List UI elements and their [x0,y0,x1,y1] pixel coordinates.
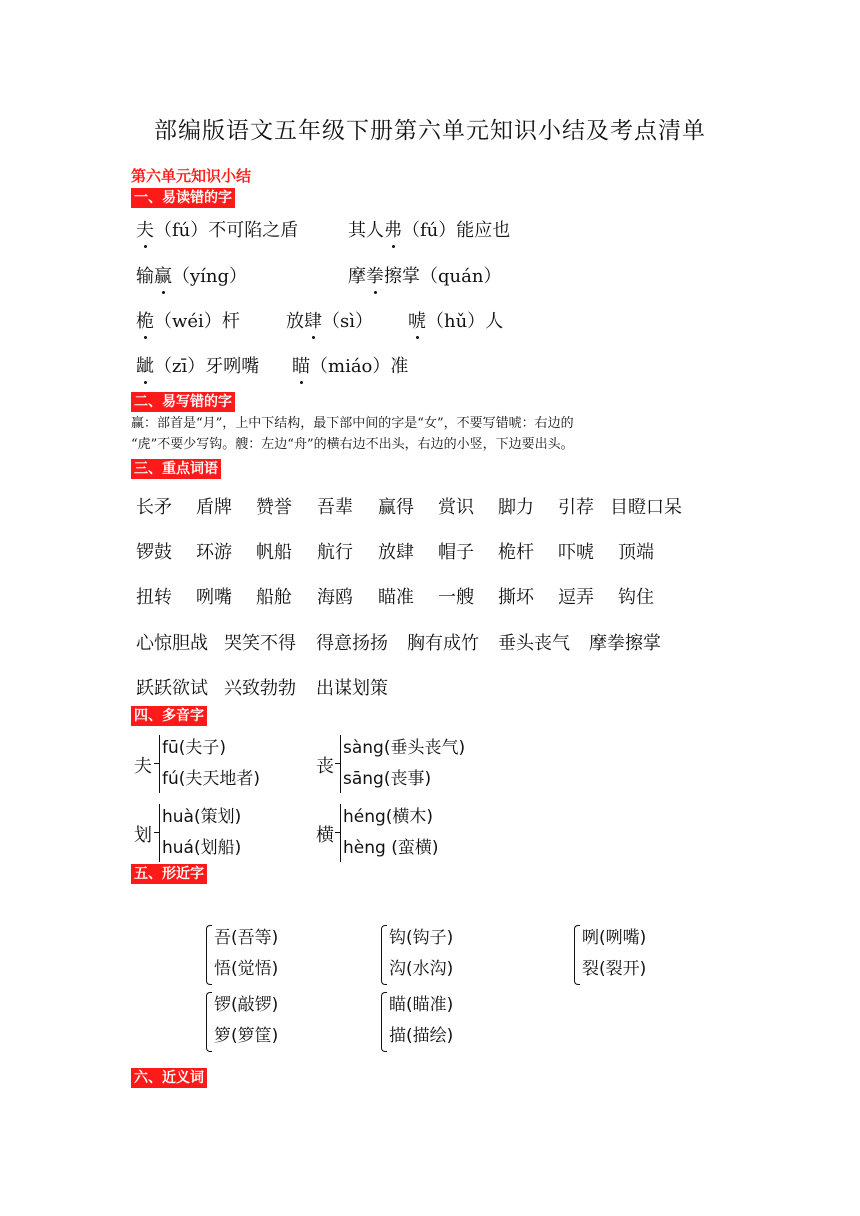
word-item: 帽子 [438,542,474,563]
pinyin: （fú） [402,220,457,241]
polyphone-reading: fú(夫天地者) [162,769,261,789]
section-heading-words: 三、重点词语 [131,459,221,479]
similar-char: 沟(水沟) [389,959,454,979]
misread-item [136,352,259,378]
polyphone-group [134,804,304,864]
similar-char: 咧(咧嘴) [582,928,647,948]
misread-item [292,352,408,378]
word-item: 出谋划策 [316,678,388,699]
word-item: 目瞪口呆 [610,497,682,518]
dotted-char: 龇 [136,352,154,378]
phrase-pre: 其人 [348,220,384,241]
phrase-rest: 牙咧嘴 [205,356,260,377]
polyphone-reading: hèng (蛮横) [343,838,439,858]
similar-char: 瞄(瞄准) [389,995,454,1015]
word-item: 垂头丧气 [498,633,570,654]
word-item: 环游 [196,542,232,563]
word-item: 撕坏 [498,587,534,608]
dotted-char: 桅 [136,307,154,333]
brace [381,925,387,985]
word-item: 海鸥 [317,587,353,608]
word-item: 吓唬 [558,542,594,563]
pinyin: （sì） [322,311,373,332]
brace [206,992,212,1052]
word-item: 兴致勃勃 [224,678,296,699]
dotted-char: 瞄 [292,352,310,378]
dotted-char: 赢 [154,262,172,288]
word-item: 放肆 [378,542,414,563]
miswrite-line: 赢：部首是“月”，上中下结构，最下部中间的字是“女”，不要写错唬：右边的 [131,416,574,431]
polyphone-reading: huá(划船) [162,838,242,858]
polyphone-reading: sāng(丧事) [343,769,432,789]
dotted-char: 拳 [366,262,384,288]
phrase-mid: 擦掌 [384,266,420,287]
word-item: 扭转 [136,587,172,608]
word-item: 摩拳擦掌 [589,633,661,654]
similar-char: 钩(钩子) [389,928,454,948]
similar-char: 锣(敲锣) [214,995,279,1015]
phrase-rest: 准 [390,356,409,377]
section-heading-synonyms: 六、近义词 [131,1068,207,1088]
pinyin: （wéi） [154,311,222,332]
brace [206,925,212,985]
word-item: 哭笑不得 [224,633,296,654]
word-item: 船舱 [256,587,292,608]
section-heading-miswrite: 二、易写错的字 [131,392,235,412]
misread-item [136,262,247,288]
similar-char: 吾(吾等) [214,928,279,948]
misread-item [136,307,240,333]
page-title: 部编版语文五年级下册第六单元知识小结及考点清单 [154,118,706,144]
dotted-char: 弗 [384,216,402,242]
misread-item [348,262,501,288]
word-item: 心惊胆战 [136,633,208,654]
polyphone-group [316,735,516,795]
pinyin: （hǔ） [426,311,486,332]
similar-char: 描(描绘) [389,1026,454,1046]
dotted-char: 唬 [408,307,426,333]
similar-char: 箩(箩筐) [214,1026,279,1046]
word-item: 吾辈 [317,497,353,518]
word-item: 锣鼓 [136,542,172,563]
word-item: 桅杆 [498,542,534,563]
word-item: 逗弄 [558,587,594,608]
word-item: 盾牌 [196,497,232,518]
phrase-rest: 能应也 [456,220,511,241]
phrase-rest: 杆 [221,311,240,332]
word-item: 引荐 [558,497,594,518]
word-item: 赞誉 [256,497,292,518]
miswrite-line: “虎”不要少写钩。艘：左边“舟”的横右边不出头，右边的小竖，下边要出头。 [131,437,574,452]
polyphone-reading: sàng(垂头丧气) [343,738,466,758]
polyphone-reading: fū(夫子) [162,738,227,758]
similar-char: 裂(裂开) [582,959,647,979]
polyphone-char: 丧 [316,756,334,777]
phrase-rest: 人 [485,311,504,332]
phrase-pre: 输 [136,266,154,287]
misread-item [408,307,503,333]
polyphone-group [134,735,304,795]
polyphone-reading: héng(横木) [343,807,434,827]
word-item: 脚力 [498,497,534,518]
pinyin: （yíng） [172,266,248,287]
phrase-pre: 摩 [348,266,366,287]
polyphone-char: 夫 [134,756,152,777]
misread-item [136,216,298,242]
polyphone-group [316,804,516,864]
brace [574,925,580,985]
pinyin: （quán） [420,266,502,287]
pinyin: （miáo） [310,356,391,377]
section-heading-similar: 五、形近字 [131,864,207,884]
similar-char: 悟(觉悟) [214,959,279,979]
polyphone-reading: huà(策划) [162,807,242,827]
word-item: 帆船 [256,542,292,563]
pinyin: （zī） [154,356,206,377]
word-item: 胸有成竹 [407,633,479,654]
word-item: 瞄准 [378,587,414,608]
polyphone-char: 横 [316,825,334,846]
dotted-char: 夫 [136,216,154,242]
word-item: 顶端 [618,542,654,563]
polyphone-char: 划 [134,825,152,846]
misread-item [286,307,373,333]
word-item: 得意扬扬 [316,633,388,654]
dotted-char: 肆 [304,307,322,333]
summary-heading: 第六单元知识小结 [131,167,252,185]
brace [381,992,387,1052]
section-heading-polyphones: 四、多音字 [131,706,207,726]
word-item: 咧嘴 [196,587,232,608]
pinyin: （fú） [154,220,209,241]
miswrite-paragraph [131,413,731,455]
word-item: 赢得 [378,497,414,518]
phrase-pre: 放 [286,311,304,332]
word-item: 长矛 [136,497,172,518]
word-item: 航行 [317,542,353,563]
phrase-rest: 不可陷之盾 [208,220,299,241]
word-item: 跃跃欲试 [136,678,208,699]
word-item: 钩住 [618,587,654,608]
word-item: 赏识 [438,497,474,518]
word-item: 一艘 [438,587,474,608]
misread-item [348,216,510,242]
section-heading-misread: 一、易读错的字 [131,188,235,208]
